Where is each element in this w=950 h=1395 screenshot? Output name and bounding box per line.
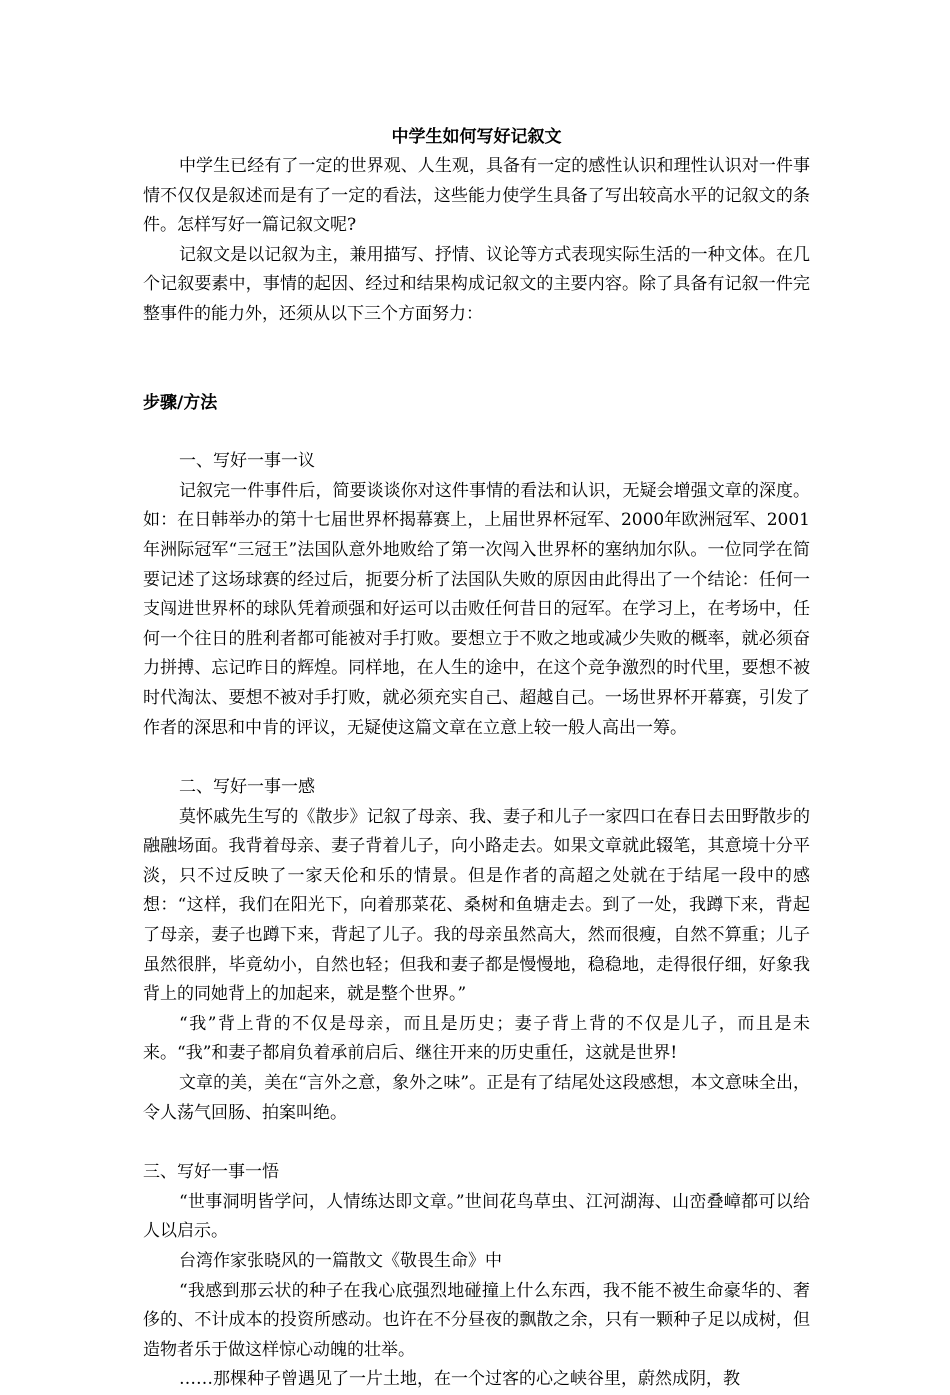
section3-paragraph-4: ……那棵种子曾遇见了一片土地，在一个过客的心之峡谷里，蔚然成阴，教 xyxy=(179,1369,740,1390)
intro-paragraph-1: 中学生已经有了一定的世界观、人生观，具备有一定的感性认识和理性认识对一件事情不仅仅是叙述而是有了一定的看法，这些能力使学生具备了写出较高水平的记叙文的条件。怎样写好一篇记叙文呢? xyxy=(143,156,810,236)
method-heading: 步骤/方法 xyxy=(143,392,218,413)
section3-paragraph-2: 台湾作家张晓风的一篇散文《敬畏生命》中 xyxy=(179,1251,502,1271)
section3-heading: 三、写好一事一悟 xyxy=(143,1162,279,1183)
document-page xyxy=(143,122,810,1395)
section2-paragraph-3: 文章的美，美在“言外之意，象外之味”。正是有了结尾处这段感想，本文意味全出，令人荡气回肠、拍案叫绝。 xyxy=(143,1073,810,1123)
section3-paragraph-1: “世事洞明皆学问，人情练达即文章。”世间花鸟草虫、江河湖海、山峦叠嶂都可以给人以启示。 xyxy=(143,1191,810,1242)
document-title: 中学生如何写好记叙文 xyxy=(391,127,562,147)
section2-heading: 二、写好一事一感 xyxy=(179,777,315,798)
section3-paragraph-3: “我感到那云状的种子在我心底强烈地碰撞上什么东西，我不能不被生命豪华的、奢侈的、不计成本的投资所感动。也许在不分昼夜的飘散之余，只有一颗种子足以成树，但造物者乐于做这样惊心动魄的壮举。 xyxy=(143,1280,810,1360)
intro-paragraph-2: 记叙文是以记叙为主，兼用描写、抒情、议论等方式表现实际生活的一种文体。在几个记叙要素中，事情的起因、经过和结果构成记叙文的主要内容。除了具备有记叙一件完整事件的能力外，还须从以下三个方面努力： xyxy=(143,244,810,324)
section1-paragraph-1: 记叙完一件事件后，简要谈谈你对这件事情的看法和认识，无疑会增强文章的深度。如：在日韩举办的第十七届世界杯揭幕赛上，上届世界杯冠军、2000年欧洲冠军、2001年洲际冠军“三冠王”法国队意外地败给了第一次闯入世界杯的塞纳加尔队。一位同学在简要记述了这场球赛的经过后，扼要分析了法国队失败的原因由此得出了一个结论：任何一支闯进世界杯的球队凭着顽强和好运可以击败任何昔日的冠军。在学习上，在考场中，任何一个往日的胜利者都可能被对手打败。要想立于不败之地或减少失败的概率，就必须奋力拼搏、忘记昨日的辉煌。同样地，在人生的途中，在这个竞争激烈的时代里，要想不被时代淘汰、要想不被对手打败，就必须充实自己、超越自己。一场世界杯开幕赛，引发了作者的深思和中肯的评议，无疑使这篇文章在立意上较一般人高出一筹。 xyxy=(143,480,810,738)
section2-paragraph-2: “我”背上背的不仅是母亲，而且是历史；妻子背上背的不仅是儿子，而且是未来。“我”和妻子都肩负着承前启后、继往开来的历史重任，这就是世界! xyxy=(143,1013,810,1064)
section2-paragraph-1: 莫怀戚先生写的《散步》记叙了母亲、我、妻子和儿子一家四口在春日去田野散步的融融场面。我背着母亲、妻子背着儿子，向小路走去。如果文章就此辍笔，其意境十分平淡，只不过反映了一家天伦和乐的情景。但是作者的高超之处就在于结尾一段中的感想：“这样，我们在阳光下，向着那菜花、桑树和鱼塘走去。到了一处，我蹲下来，背起了母亲，妻子也蹲下来，背起了儿子。我的母亲虽然高大，然而很瘦，自然不算重；儿子虽然很胖，毕竟幼小，自然也轻；但我和妻子都是慢慢地，稳稳地，走得很仔细，好象我背上的同她背上的加起来，就是整个世界。” xyxy=(143,806,810,1005)
section1-heading: 一、写好一事一议 xyxy=(179,451,315,472)
